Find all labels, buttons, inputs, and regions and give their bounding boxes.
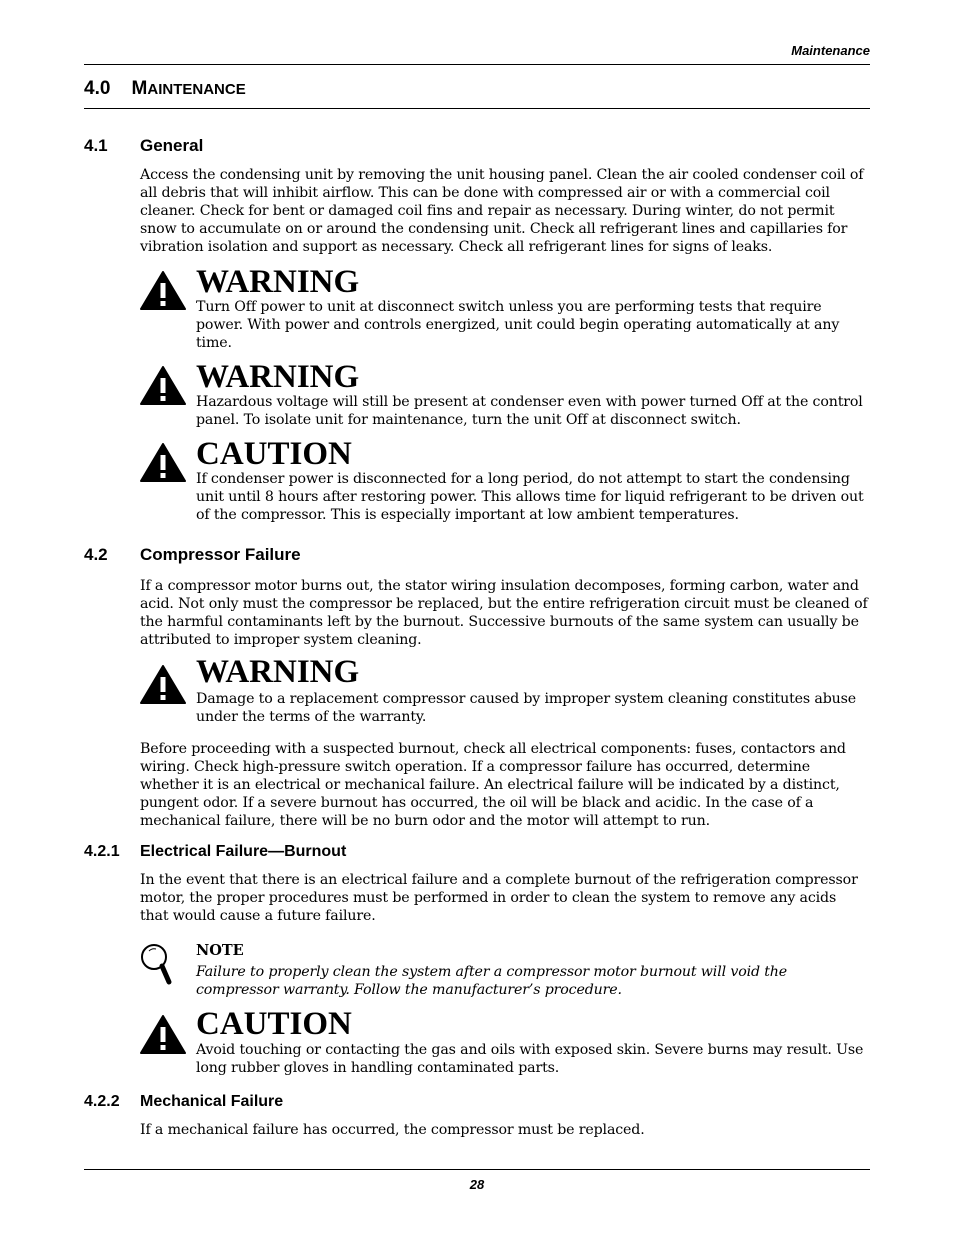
- compressor-paragraph-1: If a compressor motor burns out, the stator wiring insulation decomposes, forming carbon, water and acid. Not only must the compressor be replaced, but the entire refrigeration circuit must be cleaned of the harmful contaminants left by the burnout. Successive burnouts of the same system can usually be attributed to improper system cleaning.: [140, 578, 868, 648]
- warning-triangle-icon: [140, 270, 186, 310]
- general-paragraph: Access the condensing unit by removing the unit housing panel. Clean the air cooled condenser coil of all debris that will inhibit airflow. This can be done with compressed air or with a commercial coil cleaner. Check for bent or damaged coil fins and repair as necessary. During winter, do not permit snow to accumulate on or around the condensing unit. Check all refrigerant lines and capillaries for vibration isolation and support as necessary. Check all refrigerant lines for signs of leaks.: [140, 167, 864, 255]
- heading-number: 4.2.1: [84, 843, 120, 860]
- warning-triangle-icon: [140, 1014, 186, 1054]
- note-text: Failure to properly clean the system after a compressor motor burnout will void the compressor warranty. Follow the manufacturer’s procedure.: [196, 964, 788, 998]
- section-title-initial: M: [131, 78, 148, 99]
- notice-word: WARNING: [196, 359, 360, 395]
- section-number: 4.0: [84, 78, 111, 99]
- notice-text: Turn Off power to unit at disconnect switch unless you are performing tests that require power. With power and controls energized, unit could begin operating automatically at any time.: [196, 299, 840, 351]
- section-rule: [84, 108, 870, 109]
- note-burnout: [140, 942, 868, 1002]
- notice-word: WARNING: [196, 654, 360, 690]
- heading-text: General: [140, 136, 204, 155]
- running-head: Maintenance: [791, 43, 870, 58]
- warning-warranty-notice: [140, 656, 868, 726]
- caution-burns-notice: [140, 1008, 868, 1078]
- warning-voltage-notice: [140, 361, 868, 429]
- warning-triangle-icon: [140, 442, 186, 482]
- heading-number: 4.2: [84, 545, 108, 564]
- heading-mechanical-failure: [84, 1093, 283, 1111]
- heading-number: 4.1: [84, 136, 108, 155]
- heading-number: 4.2.2: [84, 1093, 120, 1110]
- electrical-paragraph: In the event that there is an electrical failure and a complete burnout of the refrigeration compressor motor, the proper procedures must be performed in order to clean the system to remove any acids that would cause a future failure.: [140, 872, 858, 924]
- footer-rule: [84, 1169, 870, 1170]
- heading-general: [84, 136, 203, 156]
- notice-word: CAUTION: [196, 1006, 352, 1042]
- heading-text: Compressor Failure: [140, 545, 301, 564]
- notice-text: Damage to a replacement compressor caused by improper system cleaning constitutes abuse under the terms of the warranty.: [196, 691, 856, 725]
- section-title: [84, 78, 246, 100]
- note-label: NOTE: [196, 942, 244, 959]
- heading-electrical-failure: [84, 843, 346, 861]
- warning-triangle-icon: [140, 365, 186, 405]
- page-number: 28: [469, 1177, 485, 1192]
- notice-text: Avoid touching or contacting the gas and oils with exposed skin. Severe burns may result. Use long rubber gloves in handling contaminated parts.: [196, 1042, 864, 1076]
- notice-text: Hazardous voltage will still be present at condenser even with power turned Off at the control panel. To isolate unit for maintenance, turn the unit Off at disconnect switch.: [196, 394, 863, 428]
- compressor-paragraph-2: Before proceeding with a suspected burnout, check all electrical components: fuses, contactors and wiring. Check high-pressure switch operation. If a compressor failure has occurred, determine whether it is an electrical or mechanical failure. An electrical failure will be indicated by a distinct, pungent odor. If a severe burnout has occurred, the oil will be black and acidic. In the case of a mechanical failure, there will be no burn odor and the motor will attempt to run.: [140, 741, 846, 829]
- notice-word: CAUTION: [196, 436, 352, 472]
- magnifying-glass-icon: [140, 942, 174, 986]
- warning-triangle-icon: [140, 664, 186, 704]
- notice-word: WARNING: [196, 264, 360, 300]
- heading-text: Mechanical Failure: [140, 1093, 284, 1110]
- notice-text: If condenser power is disconnected for a long period, do not attempt to start the condensing unit until 8 hours after restoring power. This allows time for liquid refrigerant to be driven out of the compressor. This is especially important at low ambient temperatures.: [196, 471, 864, 523]
- warning-power-notice: [140, 264, 868, 351]
- heading-compressor-failure: [84, 545, 301, 565]
- heading-text: Electrical Failure—Burnout: [140, 843, 347, 860]
- caution-power-notice: [140, 438, 868, 524]
- header-rule: [84, 64, 870, 65]
- mechanical-paragraph: If a mechanical failure has occurred, the compressor must be replaced.: [140, 1122, 645, 1138]
- section-title-rest: AINTENANCE: [147, 81, 246, 98]
